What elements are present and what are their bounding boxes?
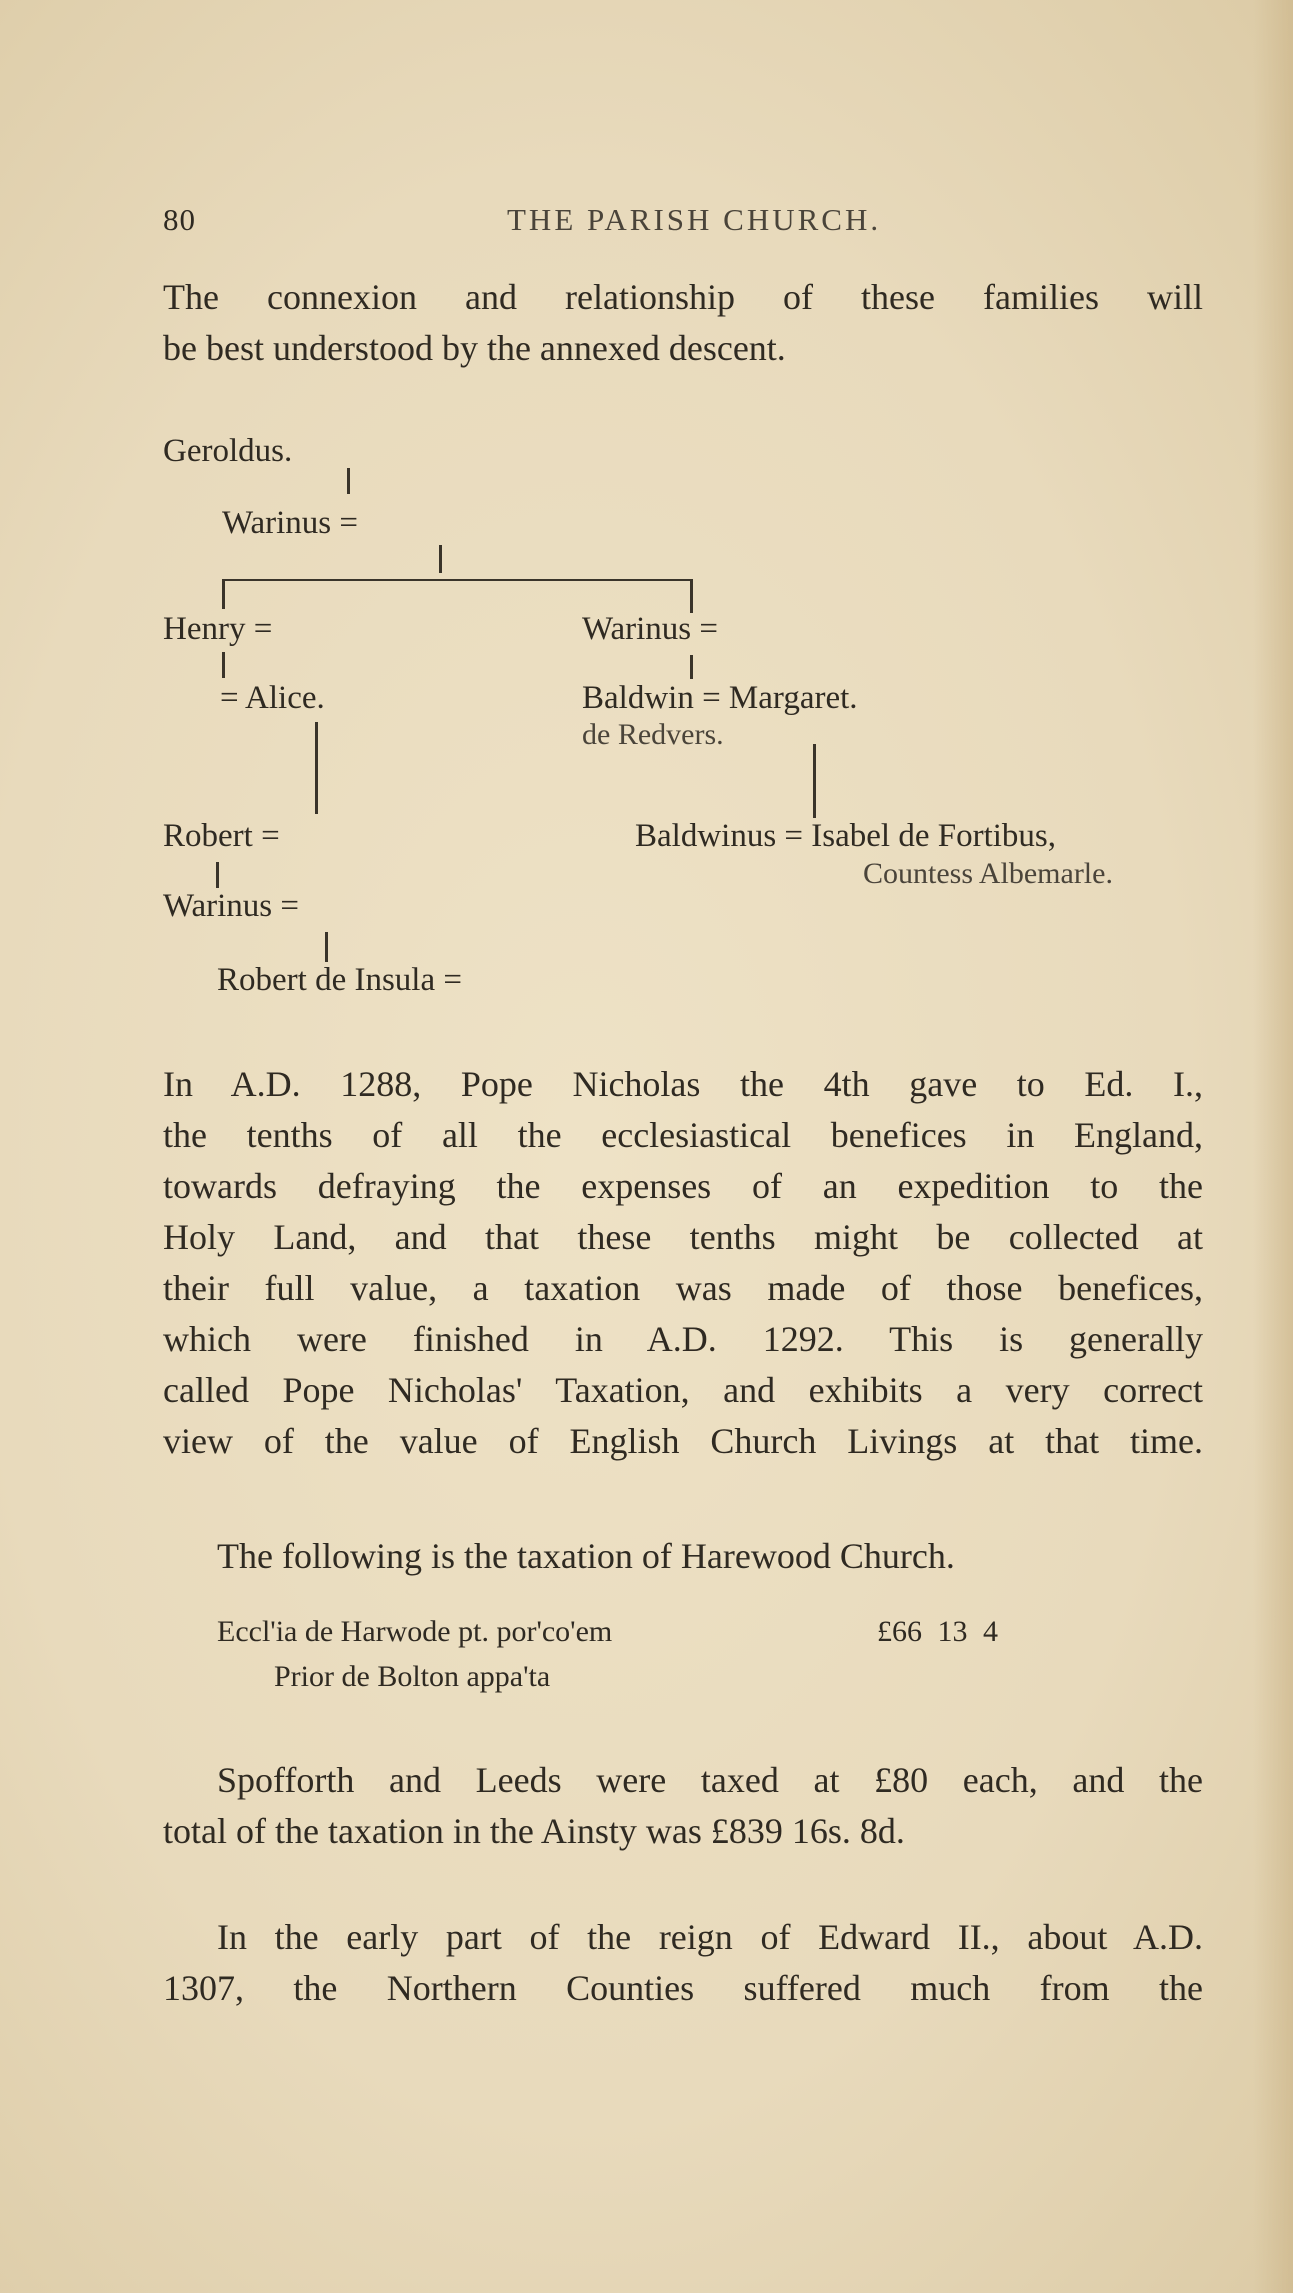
gen-line-geroldus-warinus [347, 468, 350, 494]
gen-warinus-1: Warinus = [222, 505, 359, 541]
gen-line-robert-warinus [216, 862, 219, 888]
gen-line-alice-robert [315, 722, 318, 814]
para1-line-3: towards defraying the expenses of an expedition to the [163, 1166, 1203, 1206]
para1-line-6: which were finished in A.D. 1292. This is generally [163, 1319, 1203, 1359]
paragraph-edward-ii [163, 1912, 1203, 2014]
gen-de-redvers: de Redvers. [582, 718, 724, 751]
gen-bracket-line [222, 579, 692, 581]
para1-line-4: Holy Land, and that these tenths might be collected at [163, 1217, 1203, 1257]
gen-alice: = Alice. [220, 680, 325, 716]
para1-line-7: called Pope Nicholas' Taxation, and exhibits a very correct [163, 1370, 1203, 1410]
taxation-sub: Prior de Bolton appa'ta [274, 1660, 551, 1693]
gen-geroldus: Geroldus. [163, 433, 293, 469]
intro-line-1: The connexion and relationship of these families will [163, 277, 1203, 317]
running-title: THE PARISH CHURCH. [507, 202, 882, 237]
gen-line-warinus-robert-insula [325, 932, 328, 962]
taxation-amount: £66 13 4 [877, 1615, 998, 1648]
gen-warinus-3: Warinus = [163, 888, 300, 924]
paragraph-pope-nicholas [163, 1059, 1203, 1467]
gen-henry: Henry = [163, 611, 273, 647]
page-number: 80 [163, 202, 196, 237]
gen-baldwin-margaret: Baldwin = Margaret. [582, 680, 858, 716]
intro-line-2: be best understood by the annexed descent. [163, 328, 786, 368]
para3-line-2: total of the taxation in the Ainsty was £839 16s. 8d. [163, 1811, 905, 1851]
para1-line-1: In A.D. 1288, Pope Nicholas the 4th gave to Ed. I., [163, 1064, 1203, 1104]
intro-paragraph [163, 272, 1203, 374]
para1-line-2: the tenths of all the ecclesiastical benefices in England, [163, 1115, 1203, 1155]
gen-line-henry [222, 579, 225, 609]
gen-line-warinus-2 [690, 579, 693, 613]
para4-line-1: In the early part of the reign of Edward II., about A.D. [217, 1917, 1203, 1957]
gen-robert-1: Robert = [163, 818, 280, 854]
gen-line-warinus-baldwin [690, 655, 693, 679]
gen-line-margaret-baldwinus [813, 744, 816, 818]
gen-robert-de-insula: Robert de Insula = [217, 962, 462, 998]
paragraph-harewood-taxation: The following is the taxation of Harewood Church. [217, 1536, 955, 1576]
gen-line-henry-alice [222, 652, 225, 678]
gen-baldwinus-isabel: Baldwinus = Isabel de Fortibus, [635, 818, 1056, 854]
para1-line-8: view of the value of English Church Livings at that time. [163, 1421, 1203, 1461]
gen-line-warinus-down [439, 545, 442, 573]
para1-line-5: their full value, a taxation was made of those benefices, [163, 1268, 1203, 1308]
page-edge-shadow [1253, 0, 1293, 2293]
para3-line-1: Spofforth and Leeds were taxed at £80 each, and the [217, 1760, 1203, 1800]
gen-warinus-2: Warinus = [582, 611, 719, 647]
gen-countess-albemarle: Countess Albemarle. [863, 857, 1113, 890]
paragraph-spofforth-leeds [163, 1755, 1203, 1857]
taxation-entry-text: Eccl'ia de Harwode pt. por'co'em [217, 1615, 613, 1648]
para4-line-2: 1307, the Northern Counties suffered much from the [163, 1968, 1203, 2008]
